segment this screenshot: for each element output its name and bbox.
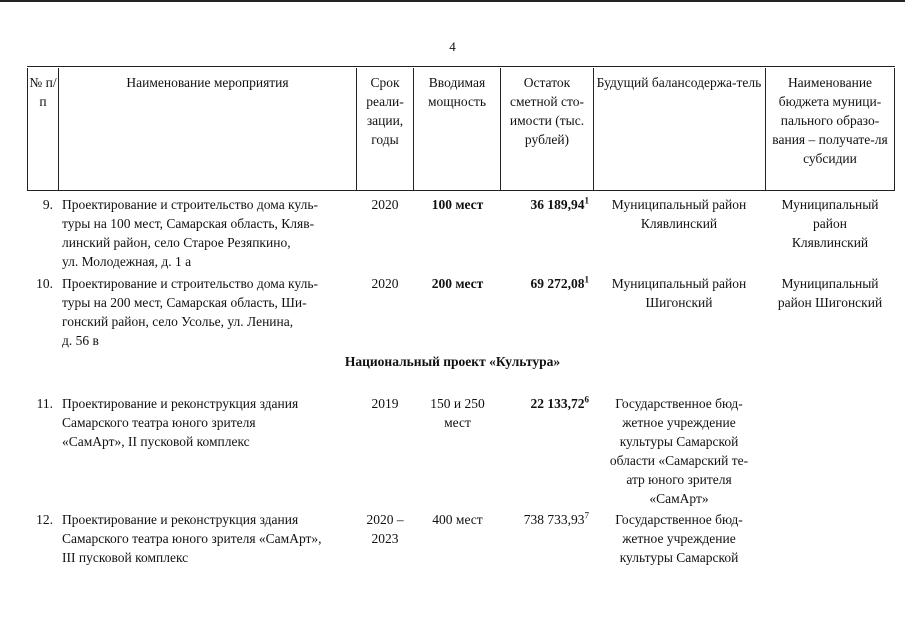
- row-holder: Государственное бюд- жетное учреждение культуры Самарской области «Самарский те- атр юного зрителя «СамАрт»: [609, 396, 749, 506]
- header-divider: [894, 68, 895, 191]
- row-term: 2019: [371, 396, 399, 411]
- col-header-capacity: Вводимая мощность: [427, 75, 487, 109]
- row-name: Проектирование и строительство дома куль- туры на 100 мест, Самарская область, Кляв- линский район, село Старое Резяпкино, ул. Молодежная, д. 1 а: [62, 197, 318, 269]
- header-divider: [765, 68, 766, 191]
- row-holder: Муниципальный район Клявлинский: [611, 197, 747, 231]
- row-number: 9.: [42, 197, 53, 212]
- col-header-holder: Будущий балансодержа-тель: [596, 75, 762, 90]
- header-divider: [593, 68, 594, 191]
- header-divider: [356, 68, 357, 191]
- row-name: Проектирование и строительство дома куль- туры на 200 мест, Самарская область, Ши- гонский район, село Усолье, ул. Ленина, д. 56 в: [62, 276, 318, 348]
- row-term: 2020 – 2023: [366, 512, 404, 546]
- col-header-name: Наименование мероприятия: [126, 75, 289, 90]
- row-term: 2020: [371, 197, 399, 212]
- row-capacity: 200 мест: [431, 276, 484, 291]
- row-holder: Муниципальный район Шигонский: [611, 276, 747, 310]
- header-divider: [500, 68, 501, 191]
- row-holder: Государственное бюд- жетное учреждение культуры Самарской: [615, 512, 743, 565]
- row-term: 2020: [371, 276, 399, 291]
- page-number: 4: [449, 39, 456, 54]
- col-header-term: Срок реали-зации, годы: [366, 75, 404, 147]
- header-top-border: [27, 66, 895, 67]
- header-divider: [413, 68, 414, 191]
- row-number: 12.: [36, 512, 53, 527]
- row-budget: Муниципальный район Шигонский: [777, 276, 883, 310]
- top-border-line: [0, 0, 905, 2]
- row-capacity: 100 мест: [431, 197, 484, 212]
- row-cost: 36 189,94$^1$: [530, 195, 589, 212]
- row-name: Проектирование и реконструкция здания Самарского театра юного зрителя «СамАрт», III пусковой комплекс: [62, 512, 322, 565]
- section-title: Национальный проект «Культура»: [344, 354, 561, 369]
- row-cost: 738 733,93$^7$: [523, 510, 589, 527]
- row-name: Проектирование и реконструкция здания Самарского театра юного зрителя «СамАрт», II пусковой комплекс: [62, 396, 299, 449]
- row-budget: Муниципальный район Клявлинский: [781, 197, 879, 250]
- row-number: 10.: [36, 276, 53, 291]
- col-header-budget: Наименование бюджета муници-пального образо-вания – получате-ля субсидии: [772, 75, 888, 166]
- col-header-cost: Остаток сметной сто-имости (тыс. рублей): [509, 75, 585, 147]
- col-header-num: № п/п: [29, 75, 57, 109]
- row-cost: 22 133,72$^6$: [530, 394, 589, 411]
- row-capacity: 400 мест: [432, 512, 483, 527]
- row-number: 11.: [36, 396, 53, 411]
- row-cost: 69 272,08$^1$: [530, 274, 589, 291]
- row-capacity: 150 и 250 мест: [430, 396, 485, 430]
